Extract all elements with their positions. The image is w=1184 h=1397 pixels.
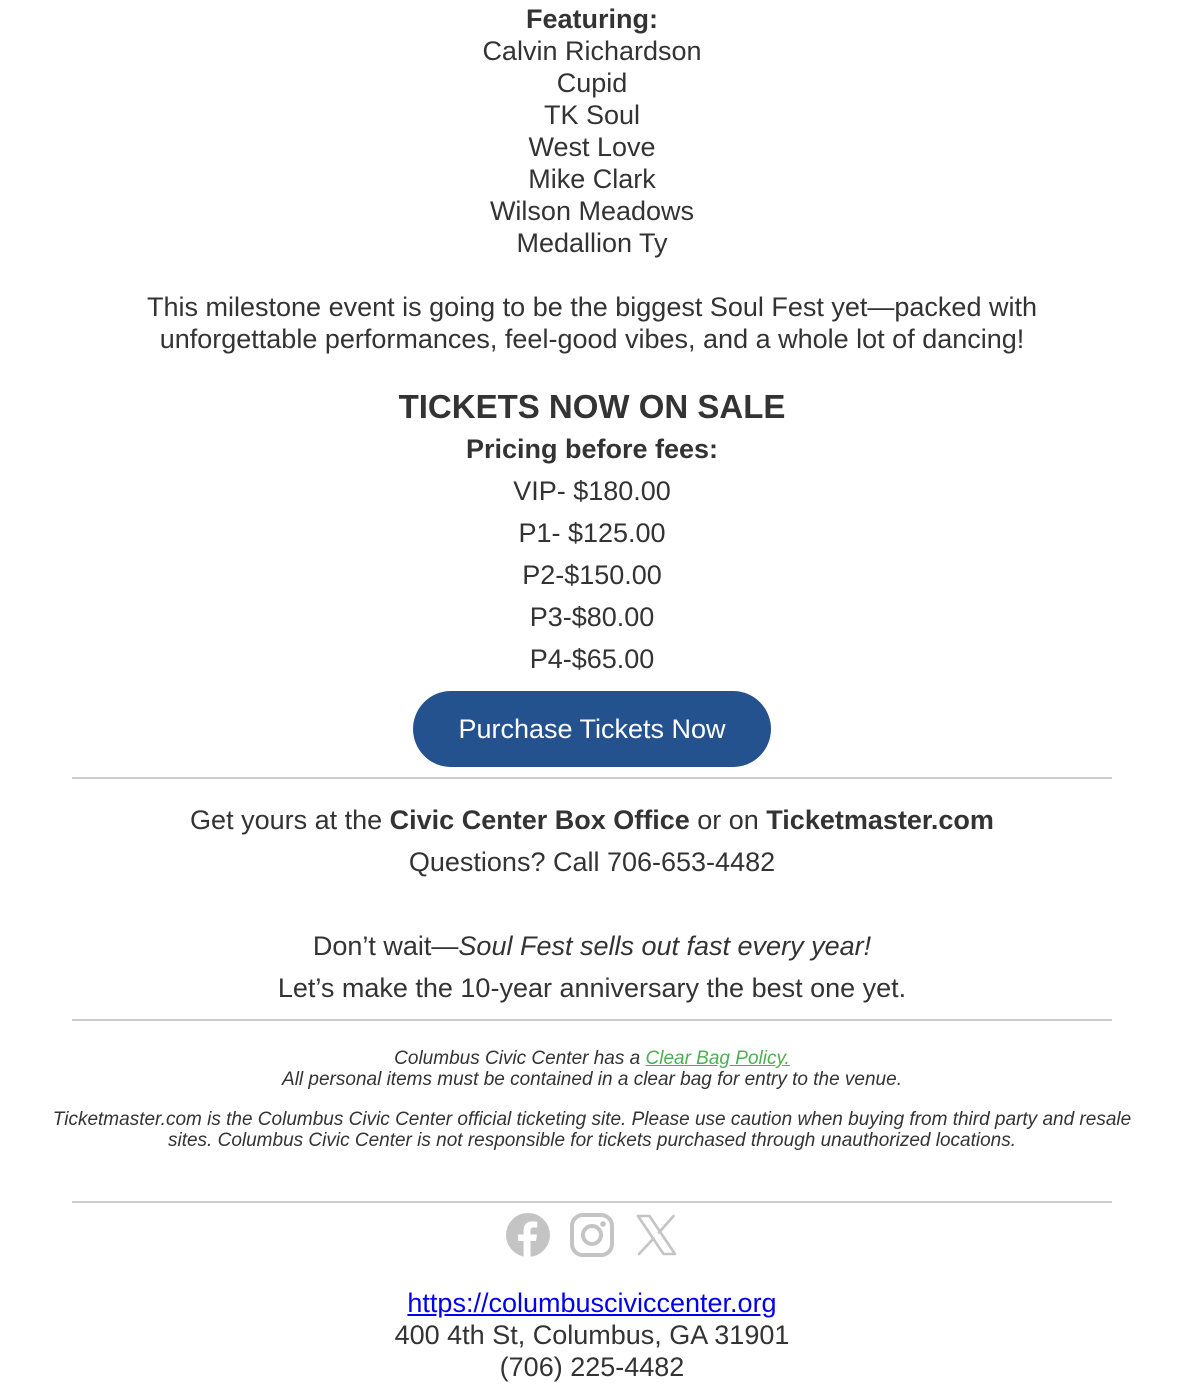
pricing-heading: Pricing before fees: bbox=[465, 434, 719, 464]
divider bbox=[72, 1019, 1112, 1021]
clear-bag-detail: All personal items must be contained in a clear bag for entry to the venue. bbox=[282, 1069, 902, 1090]
purchase-button-row bbox=[0, 691, 1184, 767]
artist-name: Medallion Ty bbox=[516, 228, 668, 258]
urgency-italic: Soul Fest sells out fast every year! bbox=[458, 931, 872, 961]
price-item: P2-$150.00 bbox=[522, 560, 662, 590]
price-item: VIP- $180.00 bbox=[513, 476, 671, 506]
clear-bag-notice bbox=[0, 1048, 1184, 1069]
milestone-description: This milestone event is going to be the biggest Soul Fest yet—packed with unforgettable performances, feel-good vibes, and a whole lot of dancing! bbox=[147, 292, 1037, 354]
price-item: P1- $125.00 bbox=[518, 518, 666, 548]
tickets-heading: TICKETS NOW ON SALE bbox=[398, 388, 786, 425]
price-item: P3-$80.00 bbox=[529, 602, 655, 632]
purchase-locations-prefix: Get yours at the bbox=[190, 805, 390, 835]
urgency-line bbox=[0, 925, 1184, 967]
artist-name: Calvin Richardson bbox=[482, 36, 702, 66]
purchase-tickets-button[interactable]: Purchase Tickets Now bbox=[413, 691, 771, 767]
website-link-row bbox=[0, 1287, 1184, 1319]
venue-address: 400 4th St, Columbus, GA 31901 bbox=[394, 1320, 790, 1350]
artist-name: West Love bbox=[528, 132, 656, 162]
divider bbox=[72, 777, 1112, 779]
artist-name: Mike Clark bbox=[528, 164, 656, 194]
email-body bbox=[0, 3, 1184, 1383]
price-item: P4-$65.00 bbox=[529, 644, 655, 674]
venue-phone: (706) 225-4482 bbox=[499, 1352, 685, 1382]
price-list bbox=[0, 470, 1184, 680]
artist-name: Wilson Meadows bbox=[489, 196, 695, 226]
urgency-prefix: Don’t wait— bbox=[312, 931, 459, 961]
facebook-icon[interactable] bbox=[506, 1213, 550, 1257]
social-links bbox=[0, 1213, 1184, 1261]
divider bbox=[72, 1201, 1112, 1203]
purchase-locations-middle: or on bbox=[689, 805, 767, 835]
artist-name: TK Soul bbox=[543, 100, 641, 130]
purchase-locations bbox=[0, 799, 1184, 841]
clear-bag-prefix: Columbus Civic Center has a bbox=[394, 1048, 646, 1069]
x-icon[interactable] bbox=[634, 1213, 678, 1257]
website-link[interactable]: https://columbusciviccenter.org bbox=[407, 1288, 777, 1318]
clear-bag-policy-link[interactable]: Clear Bag Policy. bbox=[645, 1048, 790, 1069]
featuring-title: Featuring: bbox=[526, 4, 658, 34]
box-office-label: Civic Center Box Office bbox=[389, 805, 690, 835]
artist-name: Cupid bbox=[556, 68, 628, 98]
anniversary-line: Let’s make the 10-year anniversary the best one yet. bbox=[277, 973, 907, 1003]
ticketmaster-notice: Ticketmaster.com is the Columbus Civic Center official ticketing site. Please use caution when buying from third party and resale sites. Columbus Civic Center is not responsible for tickets purchased through unauthorized locations. bbox=[52, 1109, 1132, 1151]
instagram-icon[interactable] bbox=[570, 1213, 614, 1257]
ticketmaster-label: Ticketmaster.com bbox=[766, 805, 994, 835]
questions-phone: Questions? Call 706-653-4482 bbox=[408, 847, 776, 877]
artist-list bbox=[0, 35, 1184, 259]
